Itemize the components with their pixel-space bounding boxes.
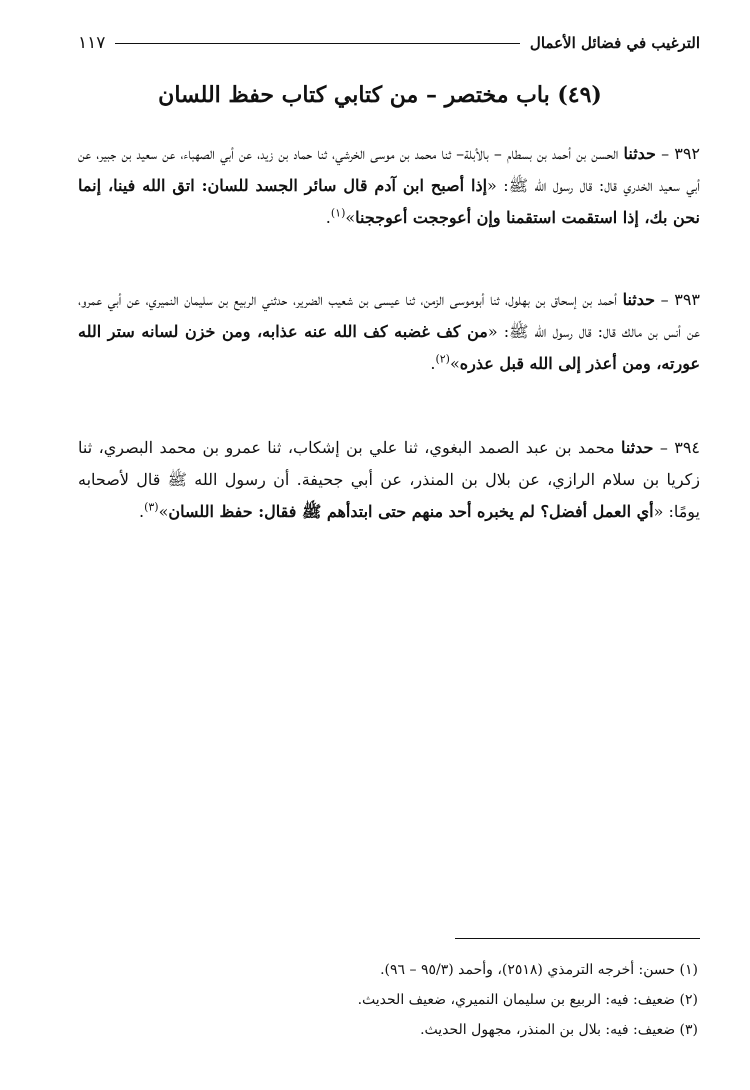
footnotes — [78, 955, 698, 1045]
hadith-isnad: محمد بن عبد الصمد البغوي، ثنا علي بن إشكاب، ثنا عمرو بن محمد البصري، ثنا زكريا بن سلام الرازي، عن بلال بن المنذر، عن أبي جحيفة. أن رسول الله ﷺ قال لأصحابه يومًا: « — [78, 438, 700, 521]
hadith-verb: حدثنا — [623, 144, 656, 163]
footnote-ref: (٣) — [144, 500, 159, 514]
hadith-dash: – — [653, 438, 675, 457]
footnote-rule — [455, 938, 700, 939]
footnote-item: (٢) ضعيف: فيه: الربيع بن سليمان النميري، ضعيف الحديث. — [357, 992, 698, 1008]
hadith-number: ٣٩٢ — [674, 144, 701, 163]
page-number: ١١٧ — [78, 33, 106, 53]
footnote-ref: (٢) — [435, 352, 450, 366]
hadith-number: ٣٩٤ — [674, 438, 701, 457]
hadith-end: . — [325, 208, 331, 227]
hadith-number: ٣٩٣ — [674, 290, 701, 309]
hadith-isnad: أحمد بن إسحاق بن بهلول، ثنا أبوموسى الزمن، ثنا عيسى بن شعيب الضرير، حدثني الربيع بن سليمان النميري، عن أبي عمرو، عن أنس بن مالك قال: قال رسول الله ﷺ: « — [78, 290, 701, 341]
footnote-item: (٣) ضعيف: فيه: بلال بن المنذر، مجهول الحديث. — [420, 1022, 698, 1038]
hadith-end: . — [430, 354, 436, 373]
hadith-matn: من كف غضبه كف الله عنه عذابه، ومن خزن لسانه ستر الله عورته، ومن أعذر إلى الله قبل عذره — [78, 322, 700, 373]
hadith-paragraph — [78, 284, 700, 380]
hadith-matn: إذا أصبح ابن آدم قال سائر الجسد للسان: اتق الله فينا، إنما نحن بك، إذا استقمت استقمنا وإن أعوججت أعوججنا — [78, 176, 700, 227]
header-rule — [115, 43, 520, 44]
hadith-matn: أي العمل أفضل؟ لم يخبره أحد منهم حتى ابتدأهم ﷺ فقال: حفظ اللسان — [168, 502, 654, 521]
running-header — [78, 30, 700, 56]
hadith-paragraph — [78, 432, 700, 528]
hadith-dash: – — [655, 290, 675, 309]
hadith-end: . — [138, 502, 145, 521]
hadith-verb: حدثنا — [622, 290, 656, 309]
footnote-item: (١) حسن: أخرجه الترمذي (٢٥١٨)، وأحمد (٩٥/٣ – ٩٦). — [380, 962, 698, 978]
hadith-dash: – — [655, 144, 675, 163]
chapter-title: (٤٩) باب مختصر – من كتابي كتاب حفظ اللسان — [158, 82, 602, 108]
hadith-quote-close: » — [345, 208, 356, 227]
hadith-isnad: الحسن بن أحمد بن بسطام – بالأبلة– ثنا محمد بن موسى الخرشي، ثنا حماد بن زيد، عن أبي الصهباء، عن سعيد بن جبير، عن أبي سعيد الخدري قال: قال رسول الله ﷺ: « — [78, 144, 701, 195]
hadith-verb: حدثنا — [620, 438, 654, 457]
hadith-quote-close: » — [449, 354, 460, 373]
footnote-ref: (١) — [330, 206, 346, 220]
book-title: الترغيب في فضائل الأعمال — [529, 34, 700, 52]
hadith-paragraph — [78, 138, 700, 234]
hadith-quote-close: » — [158, 502, 169, 521]
